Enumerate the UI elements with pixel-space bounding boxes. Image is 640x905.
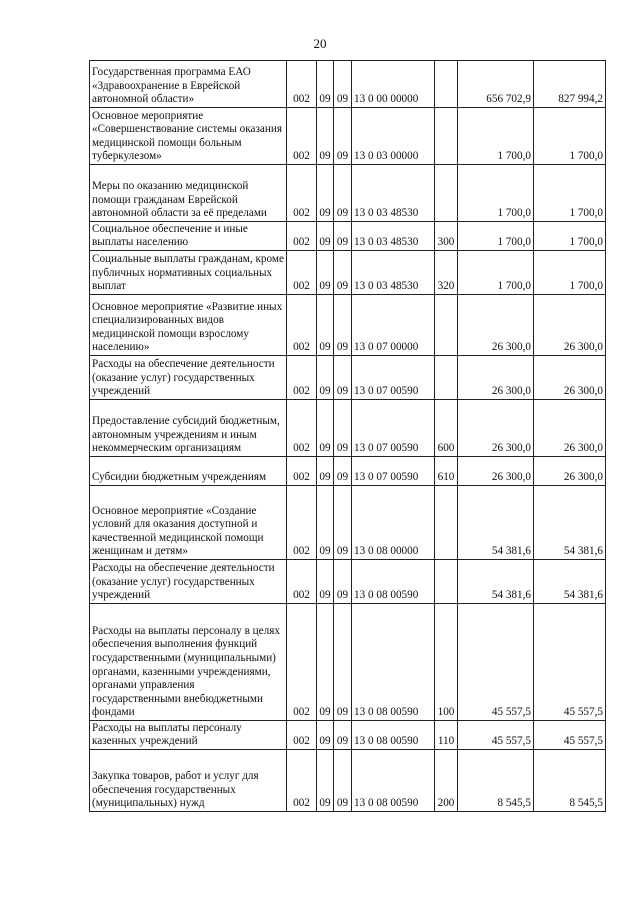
row-name-cell: Основное мероприятие «Создание условий для оказания доступной и качественной медицинской помощи женщинам и детям» — [90, 486, 287, 560]
section-code-cell: 09 — [317, 486, 334, 560]
expense-type-cell — [435, 486, 458, 560]
row-name-cell: Социальные выплаты гражданам, кроме публичных нормативных социальных выплат — [90, 251, 287, 295]
subsection-code-cell: 09 — [334, 400, 352, 457]
target-article-cell: 13 0 08 00590 — [352, 721, 435, 750]
subsection-code-cell: 09 — [334, 251, 352, 295]
table-row — [90, 251, 606, 295]
subsection-code-cell: 09 — [334, 295, 352, 356]
page-number: 20 — [313, 36, 327, 51]
table-row — [90, 721, 606, 750]
row-name-cell: Расходы на выплаты персоналу в целях обеспечения выполнения функций государственными (муниципальными) органами, казенными учреждениями, органами управления государственными внебюджетными фондами — [90, 604, 287, 721]
amount-2-cell: 8 545,5 — [534, 750, 606, 812]
subsection-code-cell: 09 — [334, 165, 352, 222]
dept-code-cell: 002 — [287, 721, 317, 750]
dept-code-cell: 002 — [287, 486, 317, 560]
subsection-code-cell: 09 — [334, 356, 352, 400]
expense-type-cell — [435, 356, 458, 400]
table-row — [90, 560, 606, 604]
amount-2-cell: 26 300,0 — [534, 457, 606, 486]
subsection-code-cell: 09 — [334, 108, 352, 165]
row-name-cell: Социальное обеспечение и иные выплаты населению — [90, 222, 287, 251]
subsection-code-cell: 09 — [334, 457, 352, 486]
table-row — [90, 165, 606, 222]
section-code-cell: 09 — [317, 356, 334, 400]
amount-2-cell: 45 557,5 — [534, 604, 606, 721]
dept-code-cell: 002 — [287, 165, 317, 222]
row-name-cell: Расходы на выплаты персоналу казенных учреждений — [90, 721, 287, 750]
section-code-cell: 09 — [317, 108, 334, 165]
dept-code-cell: 002 — [287, 61, 317, 108]
amount-1-cell: 1 700,0 — [458, 222, 534, 251]
table-row — [90, 108, 606, 165]
table-row — [90, 486, 606, 560]
amount-2-cell: 45 557,5 — [534, 721, 606, 750]
amount-1-cell: 54 381,6 — [458, 560, 534, 604]
expense-type-cell — [435, 61, 458, 108]
subsection-code-cell: 09 — [334, 750, 352, 812]
row-name-cell: Расходы на обеспечение деятельности (оказание услуг) государственных учреждений — [90, 356, 287, 400]
target-article-cell: 13 0 08 00590 — [352, 604, 435, 721]
expense-type-cell: 300 — [435, 222, 458, 251]
table-row — [90, 295, 606, 356]
section-code-cell: 09 — [317, 750, 334, 812]
amount-1-cell: 26 300,0 — [458, 457, 534, 486]
table-row — [90, 356, 606, 400]
amount-1-cell: 45 557,5 — [458, 721, 534, 750]
row-name-cell: Расходы на обеспечение деятельности (оказание услуг) государственных учреждений — [90, 560, 287, 604]
subsection-code-cell: 09 — [334, 61, 352, 108]
dept-code-cell: 002 — [287, 604, 317, 721]
row-name-cell: Основное мероприятие «Развитие иных специализированных видов медицинской помощи взрослому населению» — [90, 295, 287, 356]
section-code-cell: 09 — [317, 165, 334, 222]
target-article-cell: 13 0 03 00000 — [352, 108, 435, 165]
target-article-cell: 13 0 07 00590 — [352, 457, 435, 486]
amount-2-cell: 827 994,2 — [534, 61, 606, 108]
amount-1-cell: 45 557,5 — [458, 604, 534, 721]
dept-code-cell: 002 — [287, 108, 317, 165]
section-code-cell: 09 — [317, 251, 334, 295]
dept-code-cell: 002 — [287, 251, 317, 295]
target-article-cell: 13 0 08 00590 — [352, 560, 435, 604]
table-row — [90, 61, 606, 108]
table-row — [90, 400, 606, 457]
subsection-code-cell: 09 — [334, 604, 352, 721]
amount-1-cell: 26 300,0 — [458, 295, 534, 356]
amount-1-cell: 1 700,0 — [458, 108, 534, 165]
subsection-code-cell: 09 — [334, 486, 352, 560]
amount-2-cell: 54 381,6 — [534, 560, 606, 604]
dept-code-cell: 002 — [287, 356, 317, 400]
expense-type-cell: 200 — [435, 750, 458, 812]
subsection-code-cell: 09 — [334, 222, 352, 251]
expense-type-cell — [435, 165, 458, 222]
amount-2-cell: 1 700,0 — [534, 108, 606, 165]
section-code-cell: 09 — [317, 457, 334, 486]
dept-code-cell: 002 — [287, 295, 317, 356]
amount-2-cell: 26 300,0 — [534, 356, 606, 400]
subsection-code-cell: 09 — [334, 721, 352, 750]
row-name-cell: Закупка товаров, работ и услуг для обеспечения государственных (муниципальных) нужд — [90, 750, 287, 812]
target-article-cell: 13 0 00 00000 — [352, 61, 435, 108]
row-name-cell: Основное мероприятие «Совершенствование системы оказания медицинской помощи больным туберкулезом» — [90, 108, 287, 165]
target-article-cell: 13 0 07 00590 — [352, 356, 435, 400]
expense-type-cell — [435, 560, 458, 604]
target-article-cell: 13 0 07 00590 — [352, 400, 435, 457]
dept-code-cell: 002 — [287, 560, 317, 604]
amount-1-cell: 1 700,0 — [458, 251, 534, 295]
dept-code-cell: 002 — [287, 457, 317, 486]
subsection-code-cell: 09 — [334, 560, 352, 604]
target-article-cell: 13 0 03 48530 — [352, 251, 435, 295]
expense-type-cell — [435, 108, 458, 165]
amount-2-cell: 54 381,6 — [534, 486, 606, 560]
target-article-cell: 13 0 07 00000 — [352, 295, 435, 356]
target-article-cell: 13 0 03 48530 — [352, 222, 435, 251]
expense-type-cell: 610 — [435, 457, 458, 486]
dept-code-cell: 002 — [287, 400, 317, 457]
amount-2-cell: 1 700,0 — [534, 165, 606, 222]
section-code-cell: 09 — [317, 61, 334, 108]
expense-type-cell: 100 — [435, 604, 458, 721]
row-name-cell: Государственная программа ЕАО «Здравоохранение в Еврейской автономной области» — [90, 61, 287, 108]
row-name-cell: Предоставление субсидий бюджетным, автономным учреждениям и иным некоммерческим организациям — [90, 400, 287, 457]
row-name-cell: Меры по оказанию медицинской помощи гражданам Еврейской автономной области за её пределами — [90, 165, 287, 222]
amount-2-cell: 26 300,0 — [534, 295, 606, 356]
expense-type-cell: 320 — [435, 251, 458, 295]
table-row — [90, 222, 606, 251]
amount-1-cell: 54 381,6 — [458, 486, 534, 560]
section-code-cell: 09 — [317, 222, 334, 251]
expense-type-cell — [435, 295, 458, 356]
target-article-cell: 13 0 08 00000 — [352, 486, 435, 560]
section-code-cell: 09 — [317, 721, 334, 750]
target-article-cell: 13 0 08 00590 — [352, 750, 435, 812]
amount-2-cell: 1 700,0 — [534, 222, 606, 251]
amount-1-cell: 8 545,5 — [458, 750, 534, 812]
dept-code-cell: 002 — [287, 222, 317, 251]
table-row — [90, 604, 606, 721]
budget-table — [89, 60, 606, 812]
expense-type-cell: 600 — [435, 400, 458, 457]
amount-1-cell: 26 300,0 — [458, 356, 534, 400]
section-code-cell: 09 — [317, 560, 334, 604]
amount-1-cell: 1 700,0 — [458, 165, 534, 222]
section-code-cell: 09 — [317, 604, 334, 721]
expense-type-cell: 110 — [435, 721, 458, 750]
amount-1-cell: 656 702,9 — [458, 61, 534, 108]
amount-1-cell: 26 300,0 — [458, 400, 534, 457]
table-row — [90, 750, 606, 812]
section-code-cell: 09 — [317, 400, 334, 457]
target-article-cell: 13 0 03 48530 — [352, 165, 435, 222]
dept-code-cell: 002 — [287, 750, 317, 812]
amount-2-cell: 26 300,0 — [534, 400, 606, 457]
table-row — [90, 457, 606, 486]
section-code-cell: 09 — [317, 295, 334, 356]
row-name-cell: Субсидии бюджетным учреждениям — [90, 457, 287, 486]
amount-2-cell: 1 700,0 — [534, 251, 606, 295]
